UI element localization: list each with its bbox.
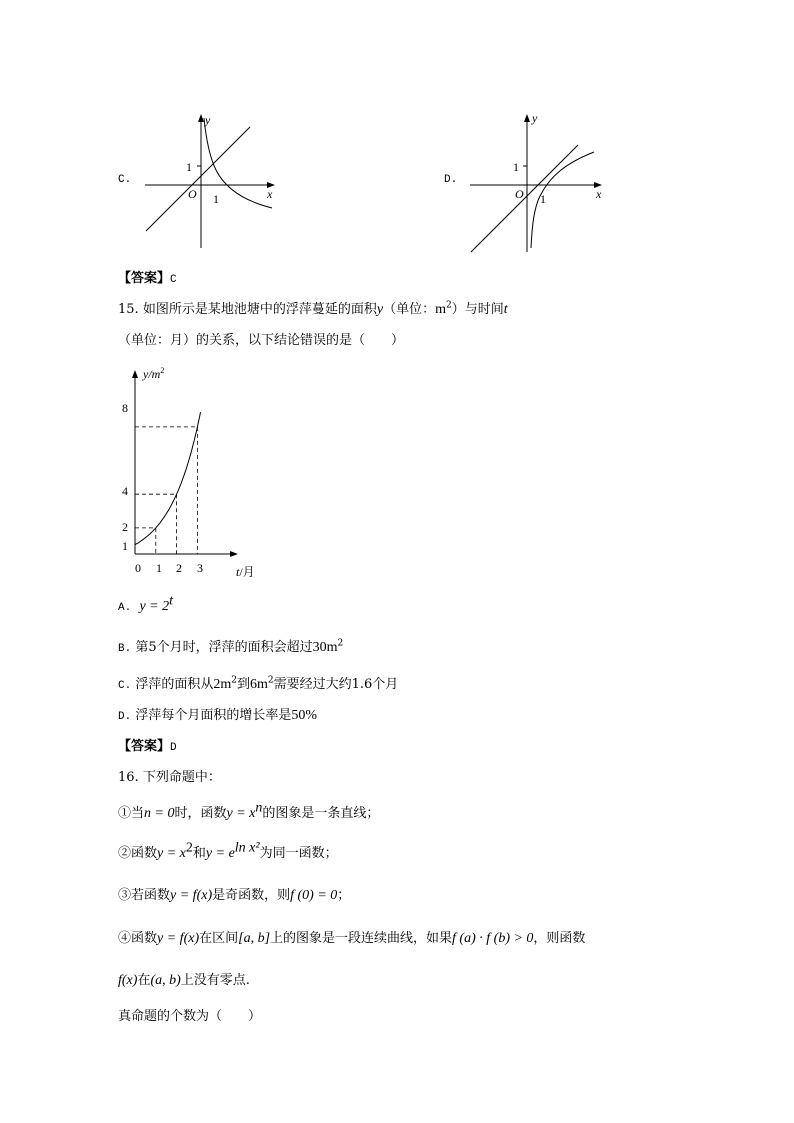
option-value: 30m <box>312 640 338 655</box>
unit: m <box>435 302 446 317</box>
statement-text: 在 <box>137 973 151 988</box>
statement-math: y = e <box>205 846 235 861</box>
option-text: 浮萍的面积从 <box>135 677 214 692</box>
chart-xtick-1: 1 <box>156 561 162 575</box>
option-text: 到 <box>236 677 250 692</box>
statement-math: y = x <box>157 846 186 861</box>
graph-d-x-label: x <box>596 187 602 201</box>
graph-d-one-y: 1 <box>513 160 519 174</box>
option-sup: 2 <box>337 638 344 649</box>
option-sup: 2 <box>267 675 274 686</box>
graph-c-line <box>146 127 250 231</box>
chart-xtick-3: 3 <box>197 561 203 575</box>
statement-math: y = f(x) <box>157 931 200 946</box>
graph-d-y-label: y <box>532 111 538 125</box>
statement-math: y = x <box>226 806 256 821</box>
option-d <box>118 707 317 726</box>
graph-c-y-label: y <box>205 113 211 127</box>
statement-sup: n <box>255 800 263 816</box>
answer-prefix: 【答案】 <box>118 739 171 754</box>
statement-math: f (a) · f (b) > 0 <box>452 931 534 946</box>
statement-text: 是奇函数，则 <box>212 888 291 903</box>
answer-15 <box>118 738 177 757</box>
question-15-line-1 <box>118 301 508 319</box>
unit-sup: 2 <box>445 300 452 311</box>
chart-ytick-2: 2 <box>122 520 128 534</box>
option-text: 浮萍每个月面积的增长率是 <box>135 708 292 723</box>
graph-c-origin: O <box>188 187 197 201</box>
option-text: 第5个月时，浮萍的面积会超过 <box>135 640 313 655</box>
statement-math: y = f(x) <box>170 888 213 903</box>
graph-d-line <box>471 145 578 252</box>
question-text: ）与时间 <box>451 302 504 317</box>
option-value: 50% <box>291 708 318 723</box>
option-sup: t <box>169 593 174 609</box>
question-text: （单位： <box>383 302 436 317</box>
statement-text: ②函数 <box>118 846 158 861</box>
chart-ytick-1: 1 <box>122 539 128 553</box>
statement-math: (a, b) <box>150 973 181 988</box>
question-text: 如图所示是某地池塘中的浮萍蔓延的面积 <box>142 302 377 317</box>
question-number: 16. <box>118 770 139 785</box>
statement-math: f(x) <box>118 973 138 988</box>
statement-text: ③若函数 <box>118 888 171 903</box>
chart-ytick-8: 8 <box>122 401 128 415</box>
chart-y-label: $y/m^2$ <box>143 366 165 381</box>
statement-math: [a, b] <box>238 931 271 946</box>
option-d-label: D. <box>444 174 458 186</box>
statement-math: f (0) = 0 <box>290 888 338 903</box>
answer-value: C <box>170 274 177 286</box>
statement-text: 在区间 <box>199 931 239 946</box>
graph-option-c <box>140 108 290 258</box>
question-16-ask: 真命题的个数为（ ） <box>118 1009 262 1024</box>
option-b <box>118 639 343 658</box>
graph-c-y-arrow <box>198 114 204 122</box>
question-15-line-2: （单位：月）的关系，以下结论错误的是（ ） <box>118 333 405 348</box>
statement-sup: ln x² <box>234 840 260 856</box>
question-text: 下列命题中： <box>142 770 221 785</box>
var-y: y <box>376 302 384 317</box>
graph-d-one-x: 1 <box>540 192 546 206</box>
var-t: t <box>503 302 508 317</box>
statement-text: ④函数 <box>118 931 158 946</box>
option-label: C. <box>118 680 132 692</box>
statement-text: 的图象是一条直线； <box>262 806 380 821</box>
graph-c-one-y: 1 <box>186 160 192 174</box>
answer-14 <box>118 270 177 289</box>
statement-math: n = 0 <box>144 806 175 821</box>
option-value: 2m <box>213 677 232 692</box>
growth-chart <box>118 364 278 582</box>
option-formula: y = 2 <box>139 599 170 614</box>
option-c-label: C. <box>118 174 132 186</box>
option-text: 需要经过大约1.6个月 <box>273 677 399 692</box>
statement-text: ，则函数 <box>533 931 586 946</box>
answer-value: D <box>170 742 177 754</box>
option-a <box>118 593 174 617</box>
graph-d-y-arrow <box>524 114 530 122</box>
question-number: 15. <box>118 302 139 317</box>
statement-text: ； <box>337 888 351 903</box>
statement-3 <box>118 887 350 905</box>
graph-option-d <box>466 108 636 258</box>
statement-1 <box>118 800 380 823</box>
graph-c-one-x: 1 <box>213 192 219 206</box>
statement-text: 时，函数 <box>174 806 227 821</box>
statement-4 <box>118 930 585 948</box>
chart-x-arrow <box>230 551 238 557</box>
statement-text: ①当 <box>118 806 145 821</box>
option-label: A. <box>118 602 132 614</box>
option-sup: 2 <box>231 675 237 686</box>
option-label: B. <box>118 643 132 655</box>
chart-xtick-2: 2 <box>176 561 182 575</box>
statement-text: 和 <box>192 846 206 861</box>
option-value: 6m <box>250 677 268 692</box>
option-label: D. <box>118 711 132 723</box>
question-16-title <box>118 769 221 787</box>
chart-curve <box>135 412 201 545</box>
chart-y-arrow <box>132 370 138 378</box>
graph-c-x-label: x <box>267 187 273 201</box>
statement-2 <box>118 840 338 863</box>
chart-guide-lines <box>135 427 197 554</box>
graph-d-origin: O <box>515 187 524 201</box>
chart-x-label: t/月 <box>236 565 255 579</box>
statement-sup: 2 <box>185 840 193 856</box>
statement-text: 为同一函数； <box>259 846 338 861</box>
statement-4-cont <box>118 972 250 990</box>
chart-ytick-4: 4 <box>122 484 128 498</box>
answer-prefix: 【答案】 <box>118 271 171 286</box>
chart-xtick-0: 0 <box>135 561 141 575</box>
statement-text: 上的图象是一段连续曲线，如果 <box>270 931 453 946</box>
statement-text: 上没有零点. <box>180 973 250 988</box>
option-c <box>118 676 398 695</box>
